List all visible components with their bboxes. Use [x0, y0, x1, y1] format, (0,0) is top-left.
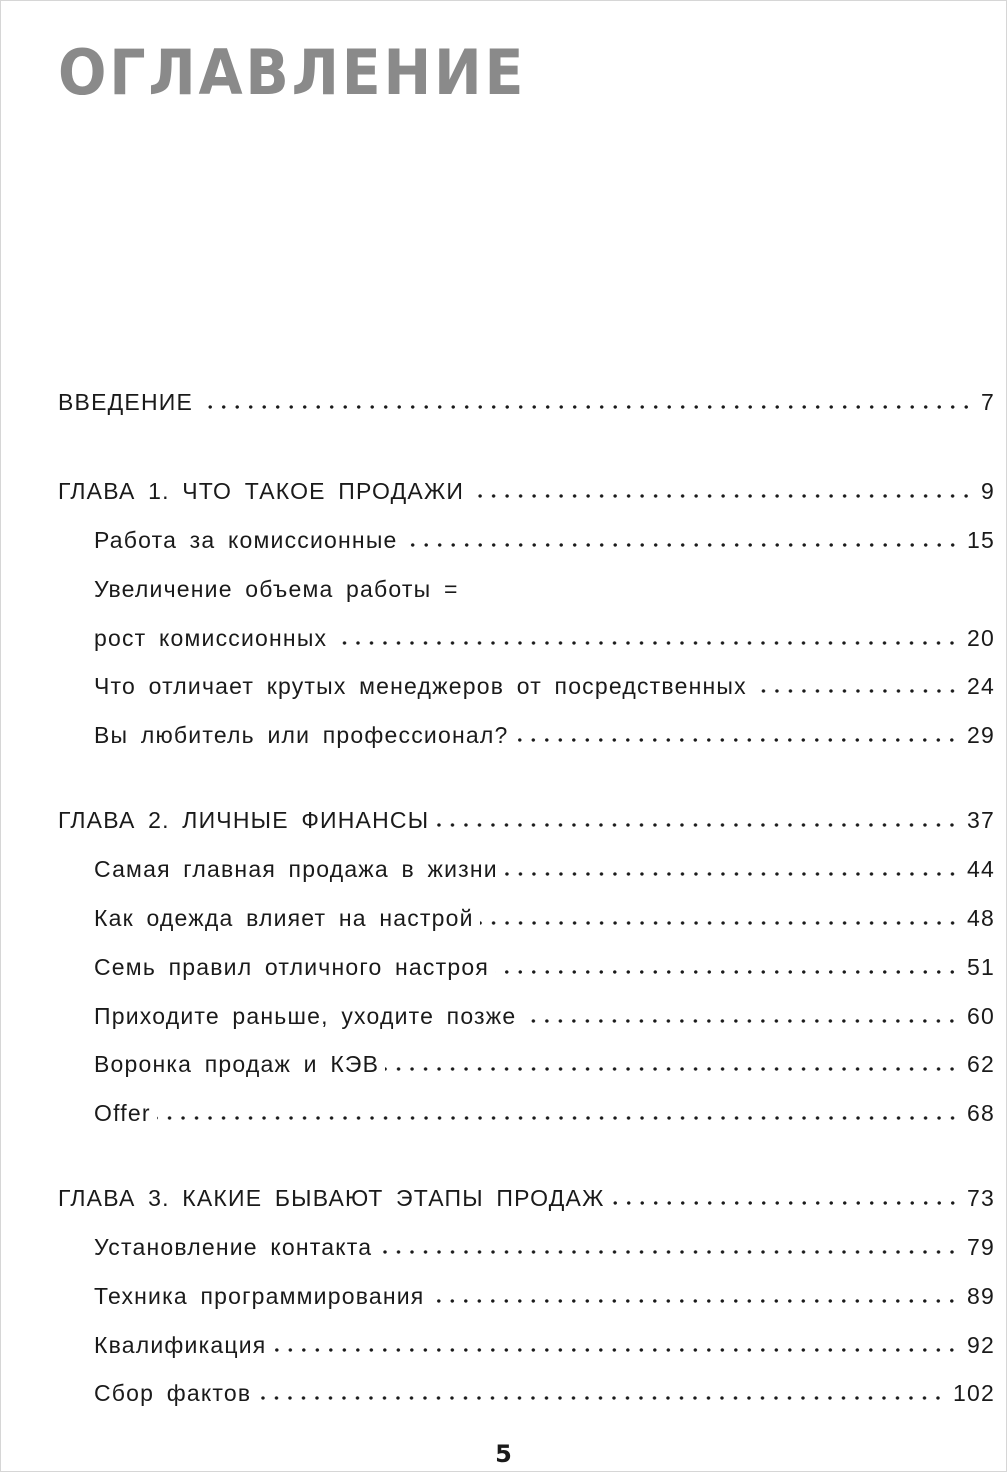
toc-entry-page: 89: [967, 1283, 995, 1309]
toc-entry-page: 24: [967, 673, 995, 699]
toc-entry-label: Как одежда влияет на настрой: [94, 905, 474, 931]
toc-entry-page: 92: [967, 1332, 995, 1358]
toc-entry-label: ВВЕДЕНИЕ: [58, 389, 194, 415]
toc-entry-page: 102: [953, 1380, 995, 1406]
toc-entry-section[interactable]: [94, 529, 995, 552]
toc-entry-label: ГЛАВА 2. ЛИЧНЫЕ ФИНАНСЫ: [58, 807, 430, 833]
toc-entry-page: 20: [967, 625, 995, 651]
toc-entry-page: 79: [967, 1234, 995, 1260]
dot-leader: [514, 737, 959, 743]
dot-leader: [753, 688, 959, 694]
toc-entry-label: Работа за комиссионные: [94, 527, 398, 553]
dot-leader: [435, 822, 959, 828]
toc-entry-section[interactable]: [94, 1053, 995, 1076]
toc-entry-section[interactable]: [94, 724, 995, 747]
toc-entry-page: 29: [967, 722, 995, 748]
toc-entry-label: Приходите раньше, уходите позже: [94, 1003, 517, 1029]
toc-entry-label: Offer: [94, 1100, 151, 1126]
toc-entry-label: Квалификация: [94, 1332, 267, 1358]
toc-entry-page: 51: [967, 954, 995, 980]
toc-entry-introduction[interactable]: [58, 391, 995, 414]
dot-leader: [480, 920, 959, 926]
toc-entry-label: рост комиссионных: [94, 625, 328, 651]
toc-entry-label: Семь правил отличного настроя: [94, 954, 489, 980]
dot-leader: [522, 1018, 959, 1024]
toc-entry-section[interactable]: [94, 675, 995, 698]
toc-entry-section[interactable]: [94, 858, 995, 881]
toc-entry-section[interactable]: [94, 1005, 995, 1028]
toc-entry-page: 37: [967, 807, 995, 833]
toc-entry-page: 68: [967, 1100, 995, 1126]
toc-entry-label: ГЛАВА 1. ЧТО ТАКОЕ ПРОДАЖИ: [58, 478, 465, 504]
toc-entry-chapter-2[interactable]: [58, 809, 995, 832]
toc-entry-label: Техника программирования: [94, 1283, 425, 1309]
toc-entry-page: 15: [967, 527, 995, 553]
toc-entry-section[interactable]: [94, 1334, 995, 1357]
dot-leader: [333, 640, 959, 646]
dot-leader: [257, 1395, 945, 1401]
dot-leader: [430, 1298, 959, 1304]
toc-entry-label: Вы любитель или профессионал?: [94, 722, 509, 748]
toc-entry-label: Что отличает крутых менеджеров от посредственных: [94, 673, 747, 699]
toc-entry-label: ГЛАВА 3. КАКИЕ БЫВАЮТ ЭТАПЫ ПРОДАЖ: [58, 1185, 605, 1211]
toc-entry-section[interactable]: [94, 1382, 995, 1405]
dot-leader: [272, 1347, 959, 1353]
toc-entry-section-continued[interactable]: [94, 578, 995, 601]
toc-entry-page: 44: [967, 856, 995, 882]
toc-entry-chapter-3[interactable]: [58, 1187, 995, 1210]
toc-entry-page: 73: [967, 1185, 995, 1211]
toc-entry-section[interactable]: [94, 627, 995, 650]
dot-leader: [157, 1115, 959, 1121]
toc-entry-page: 62: [967, 1051, 995, 1077]
page-title: ОГЛАВЛЕНИЕ: [58, 36, 527, 109]
toc-entry-section[interactable]: [94, 1102, 995, 1125]
page-number: 5: [495, 1440, 512, 1468]
dot-leader: [504, 871, 959, 877]
toc-entry-page: 7: [981, 389, 995, 415]
toc-entry-section[interactable]: [94, 1285, 995, 1308]
dot-leader: [495, 969, 959, 975]
dot-leader: [199, 404, 973, 410]
toc-entry-label: Увеличение объема работы =: [94, 576, 459, 602]
toc-entry-label: Самая главная продажа в жизни: [94, 856, 498, 882]
toc-entry-chapter-1[interactable]: [58, 480, 995, 503]
dot-leader: [378, 1249, 959, 1255]
toc-entry-label: Установление контакта: [94, 1234, 373, 1260]
toc-entry-label: Воронка продаж и КЭВ: [94, 1051, 380, 1077]
dot-leader: [404, 542, 959, 548]
toc-entry-page: 60: [967, 1003, 995, 1029]
dot-leader: [385, 1066, 959, 1072]
toc-entry-section[interactable]: [94, 1236, 995, 1259]
toc-entry-page: 48: [967, 905, 995, 931]
toc-entry-label: Сбор фактов: [94, 1380, 252, 1406]
dot-leader: [470, 493, 973, 499]
toc-entry-section[interactable]: [94, 956, 995, 979]
toc-entry-page: 9: [981, 478, 995, 504]
dot-leader: [611, 1200, 959, 1206]
toc-entry-section[interactable]: [94, 907, 995, 930]
